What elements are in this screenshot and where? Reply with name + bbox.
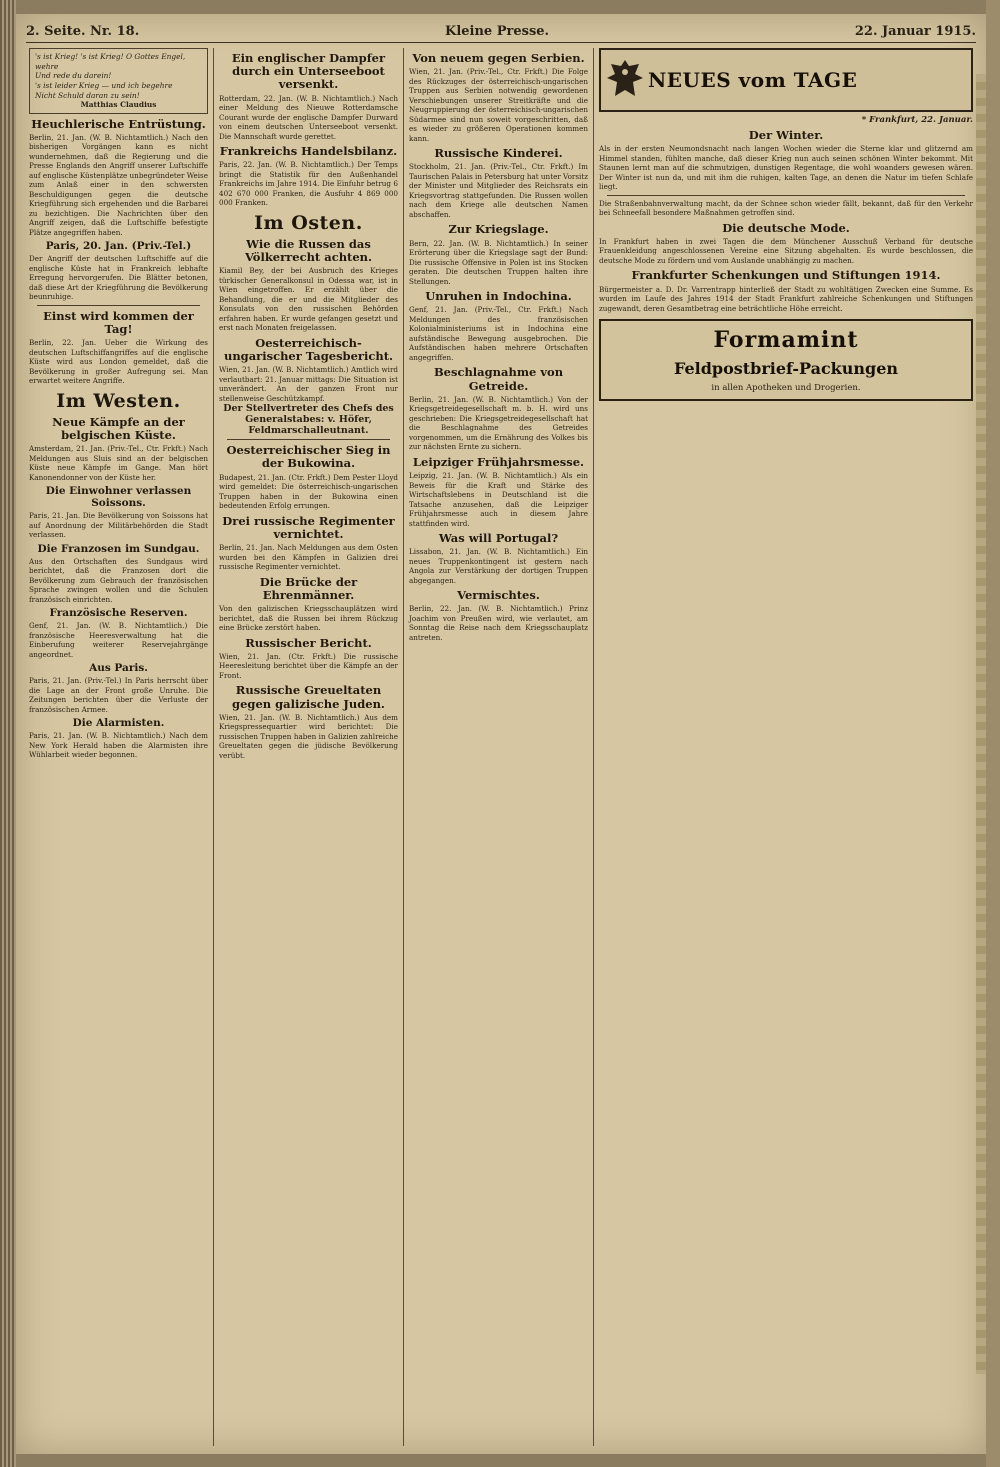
issue-date: 22. Januar 1915. [854,23,976,39]
section-masthead [599,48,973,112]
article-headline: Die deutsche Mode. [722,220,850,235]
article-body: Wien, 21. Jan. (Ctr. Frkft.) Die russische Heeresleitung berichtet über die Kämpfe an der Front. [219,651,398,680]
article-body: Paris, 21. Jan. Die Bevölkerung von Soissons hat auf Anordnung der Militärbehörden die Stadt verlassen. [29,511,208,540]
poem-line: 's ist Krieg! 's ist Krieg! O Gottes Engel, wehre [35,52,186,71]
poem-line: Nicht Schuld daran zu sein! [35,90,140,100]
article-body: Paris, 21. Jan. (Priv.-Tel.) In Paris herrscht über die Lage an der Front große Unruhe. Die Zeitungen berichten über die Verluste der französischen Armee. [29,676,208,714]
article-headline: Von neuem gegen Serbien. [412,51,585,65]
article-headline: Der Winter. [748,128,824,142]
page-edge-left [0,0,16,1467]
article-body: Lissabon, 21. Jan. (W. B. Nichtamtlich.) Ein neues Truppenkontingent ist gestern nach Angola zur Verstärkung der dortigen Truppen abgegangen. [409,547,588,585]
article-headline: Die Einwohner verlassen Soissons. [45,485,192,510]
article-headline: Neue Kämpfe an der belgischen Küste. [52,414,185,443]
article-body: Budapest, 21. Jan. (Ctr. Frkft.) Dem Pester Lloyd wird gemeldet: Die österreichisch-ungarischen Truppen haben in der Bukowina einen bedeutenden Erfolg errungen. [219,472,398,511]
newspaper-page [16,14,986,1454]
article-headline: Was will Portugal? [438,531,559,546]
section-title: NEUES vom TAGE [648,68,858,92]
poem-author: Matthias Claudius [80,100,157,110]
article-headline: Russischer Bericht. [245,635,372,650]
poem-box [29,48,208,114]
ad-note: in allen Apotheken und Drogerien. [711,383,861,394]
article-body: Leipzig, 21. Jan. (W. B. Nichtamtlich.) Als ein Beweis für die Kraft und Stärke des Wirtschaftslebens in Deutschland ist die Tatsache anzusehen, daß die Leipziger Frühjahrsmesse auch in diesem Jahre stattfinden wird. [409,471,588,528]
article-body: Bern, 22. Jan. (W. B. Nichtamtlich.) In seiner Erörterung über die Kriegslage sagt der Bund: Die russische Offensive in Polen ist ins Stocken geraten. Die deutschen Truppen halten ihre Stellungen. [409,238,588,286]
article-body: Paris, 21. Jan. (W. B. Nichtamtlich.) Nach dem New York Herald haben die Alarmisten ihre Wühlarbeit wieder begonnen. [29,731,208,760]
article-headline: Oesterreichisch-ungarischer Tagesbericht. [223,335,394,364]
article-headline: Frankreichs Handelsbilanz. [219,144,398,159]
article-body: Von den galizischen Kriegsschauplätzen wird berichtet, daß die Russen bei ihrem Rückzug eine Brücke zerstört haben. [219,604,398,633]
article-body: Der Angriff der deutschen Luftschiffe auf die englische Küste hat in Frankreich lebhafte Erregung hervorgerufen. Die Blätter betonen, daß diese Art der Kriegführung die Bevölkerung beunruhige. [29,254,208,302]
article-body: Wien, 21. Jan. (Priv.-Tel., Ctr. Frkft.) Die Folge des Rückzuges der österreichisch-ungarischen Truppen aus Serbien notwendig gewordenen Verschiebungen unserer Streitkräfte und die Neugruppierung der österreichisch-ungarischen Südarmee sind nun soweit vorgeschritten, daß es wieder zu größeren Operationen kommen kann. [409,67,588,143]
divider [607,195,965,196]
formamint-advertisement [599,319,973,401]
article-headline: Russische Greueltaten gegen galizische Juden. [232,683,385,711]
article-body: Aus den Ortschaften des Sundgaus wird berichtet, daß die Franzosen dort die Bevölkerung zum Gebrauch der französischen Sprache zwingen wollen und die Schulen französisch einrichten. [29,556,208,604]
article-body: Genf, 21. Jan. (W. B. Nichtamtlich.) Die französische Heeresverwaltung hat die Einberufung weiterer Reservejahrgänge angeordnet. [29,621,208,659]
article-body: Genf, 21. Jan. (Priv.-Tel., Ctr. Frkft.) Nach Meldungen des französischen Kolonialministeriums ist in Indochina eine aufständische Bewegung ausgebrochen. Die Aufständischen haben mehrere Ortschaften angegriffen. [409,305,588,362]
article-headline: Drei russische Regimenter vernichtet. [222,513,395,541]
article-signature: Der Stellvertreter des Chefs des Generalstabes: v. Höfer, Feldmarschalleutnant. [223,403,394,437]
page-header [26,20,976,43]
eagle-icon [605,56,645,104]
article-headline: Einst wird kommen der Tag! [43,308,194,337]
section-heading-west: Im Westen. [56,389,181,412]
column-2 [214,48,404,1446]
article-body: Berlin, 22. Jan. (W. B. Nichtamtlich.) Prinz Joachim von Preußen wird, wie verlautet, am Sonntag die Reise nach dem Kriegsschauplatz antreten. [409,604,588,642]
article-body: Rotterdam, 22. Jan. (W. B. Nichtamtlich.) Nach einer Meldung des Nieuwe Rotterdamsche Courant wurde der englische Dampfer Durward von einem deutschen Unterseeboot versenkt. Die Mannschaft wurde gerettet. [219,93,398,141]
article-body: Stockholm, 21. Jan. (Priv.-Tel., Ctr. Frkft.) Im Taurischen Palais in Petersburg hat unter Vorsitz der Minister und Mitglieder des Reichsrats ein Kriegsvortrag stattgefunden. Die Russen wollen nach dem Kriege alle deutschen Namen abschaffen. [409,162,589,219]
column-4 [594,48,978,1446]
page-edge-right [986,0,1000,1467]
page-number: 2. Seite. Nr. 18. [26,23,140,39]
article-headline: Vermischtes. [457,588,540,603]
article-headline: Wie die Russen das Völkerrecht achten. [244,236,373,265]
article-body: Wien, 21. Jan. (W. B. Nichtamtlich.) Amtlich wird verlautbart: 21. Januar mittags: Die Situation ist unverändert. An der ganzen Front nur stellenweise Geschützkampf. [219,365,398,403]
dateline: * Frankfurt, 22. Januar. [861,115,973,125]
article-body: Bürgermeister a. D. Dr. Varrentrapp hinterließ der Stadt zu wohltätigen Zwecken eine Summe. Es wurden im Laufe des Jahres 1914 der Stadt Frankfurt zahlreiche Schenkungen und Stiftungen zugewandt, deren Gesamtbetrag eine beträchtliche Höhe erreicht. [599,284,973,313]
article-headline: Heuchlerische Entrüstung. [31,116,206,131]
article-body: Berlin, 21. Jan. Nach Meldungen aus dem Osten wurden bei den Kämpfen in Galizien drei russische Regimenter vernichtet. [219,543,398,572]
article-headline: Oesterreichischer Sieg in der Bukowina. [226,443,391,471]
article-headline: Leipziger Frühjahrsmesse. [412,454,585,469]
article-body: Die Straßenbahnverwaltung macht, da der Schnee schon wieder fällt, bekannt, daß für den Verkehr bei Schneefall besondere Maßnahmen getroffen sind. [599,198,973,218]
article-headline: Aus Paris. [89,662,148,675]
poem-line: 's ist leider Krieg — und ich begehre [35,80,173,90]
columns [24,48,978,1446]
article-headline: Die Alarmisten. [72,717,165,730]
article-headline: Französische Reserven. [49,607,188,620]
poem-line: Und rede du darein! [35,71,112,81]
article-body: Amsterdam, 21. Jan. (Priv.-Tel., Ctr. Frkft.) Nach Meldungen aus Sluis sind an der belgischen Küste neue Kämpfe im Gange. Man hört Kanonendonner von der Küste her. [29,444,208,482]
article-headline: Paris, 20. Jan. (Priv.-Tel.) [45,240,192,253]
section-heading-east: Im Osten. [254,211,363,234]
paper-name: Kleine Presse. [445,23,550,39]
article-headline: Russische Kinderei. [434,146,563,161]
article-body: Berlin, 22. Jan. Ueber die Wirkung des deutschen Luftschiffangriffes auf die englische Küste wird aus London gemeldet, daß die Bevölkerung in großer Aufregung sei. Man erwartet weitere Angriffe. [29,338,208,386]
article-body: Wien, 21. Jan. (W. B. Nichtamtlich.) Aus dem Kriegspressequartier wird berichtet: Die russischen Truppen haben in Galizien zahlreiche Greueltaten gegen die jüdische Bevölkerung verübt. [219,712,398,760]
column-3 [404,48,594,1446]
article-headline: Beschlagnahme von Getreide. [433,365,564,393]
article-headline: Die Brücke der Ehrenmänner. [259,574,358,602]
article-body: Berlin, 21. Jan. (W. B. Nichtamtlich.) Von der Kriegsgetreidegesellschaft m. b. H. wird uns geschrieben: Die Kriegsgetreidegesellschaft hat die Beschlagnahme des Getreides vorgenommen, um die Ernährung des Volkes bis zur nächsten Ernte zu sichern. [409,394,588,452]
divider [37,305,200,306]
article-body: Berlin, 21. Jan. (W. B. Nichtamtlich.) Nach den bisherigen Vorgängen kann es nicht wundernehmen, daß die Regierung und die Presse Englands den Angriff unserer Luftschiffe auf englische Küstenplätze unbegründeter Weise zum Anlaß einer in den schwersten Beschuldigungen gegen die deutsche Kriegführung sich ergehenden und die Barbarei zu bezichtigen. Die Nachrichten über den Angriff zeigen, daß die Luftschiffe befestigte Plätze angegriffen haben. [29,132,208,237]
article-headline: Ein englischer Dampfer durch ein Unterseeboot versenkt. [231,51,386,92]
ad-subtitle: Feldpostbrief-Packungen [673,359,899,379]
adjacent-page-strip [976,74,986,1374]
article-headline: Frankfurter Schenkungen und Stiftungen 1914. [631,268,941,283]
article-body: Kiamil Bey, der bei Ausbruch des Krieges türkischer Generalkonsul in Odessa war, ist in Wien eingetroffen. Er erzählt über die Behandlung, die er und die Mitglieder des Konsulats von den russischen Behörden erfahren haben. Er wurde gefangen gesetzt und erst nach Monaten freigelassen. [219,266,398,333]
article-headline: Unruhen in Indochina. [425,289,572,304]
ad-title: Formamint [713,327,859,354]
column-1 [24,48,214,1446]
divider [227,439,390,440]
article-headline: Die Franzosen im Sundgau. [37,542,200,555]
article-body: Als in der ersten Neumondsnacht nach langen Wochen wieder die Sterne klar und glitzernd am Himmel standen, fühlten manche, daß dieser Krieg nun auch seinen schönen Winter bekommt. Mit Staunen lernt man auf die schmutzigen, dunstigen Regentage, die wohl woanders gewesen wären. Der Winter ist nun da, und mit ihm die ruhigen, kalten Tage, an denen die Natur im tiefen Schlafe liegt. [599,144,973,192]
article-body: Paris, 22. Jan. (W. B. Nichtamtlich.) Der Temps bringt die Statistik für den Außenhandel Frankreichs im Jahre 1914. Die Einfuhr betrug 6 402 670 000 Franken, die Ausfuhr 4 869 000 000 Franken. [219,160,398,208]
article-body: In Frankfurt haben in zwei Tagen die dem Münchener Ausschuß Verband für deutsche Frauenkleidung angeschlossenen Vereine eine Sitzung abgehalten. Es wurde beschlossen, die deutsche Mode zu fördern und vom Auslande unabhängig zu machen. [599,236,973,265]
article-headline: Zur Kriegslage. [448,222,549,237]
